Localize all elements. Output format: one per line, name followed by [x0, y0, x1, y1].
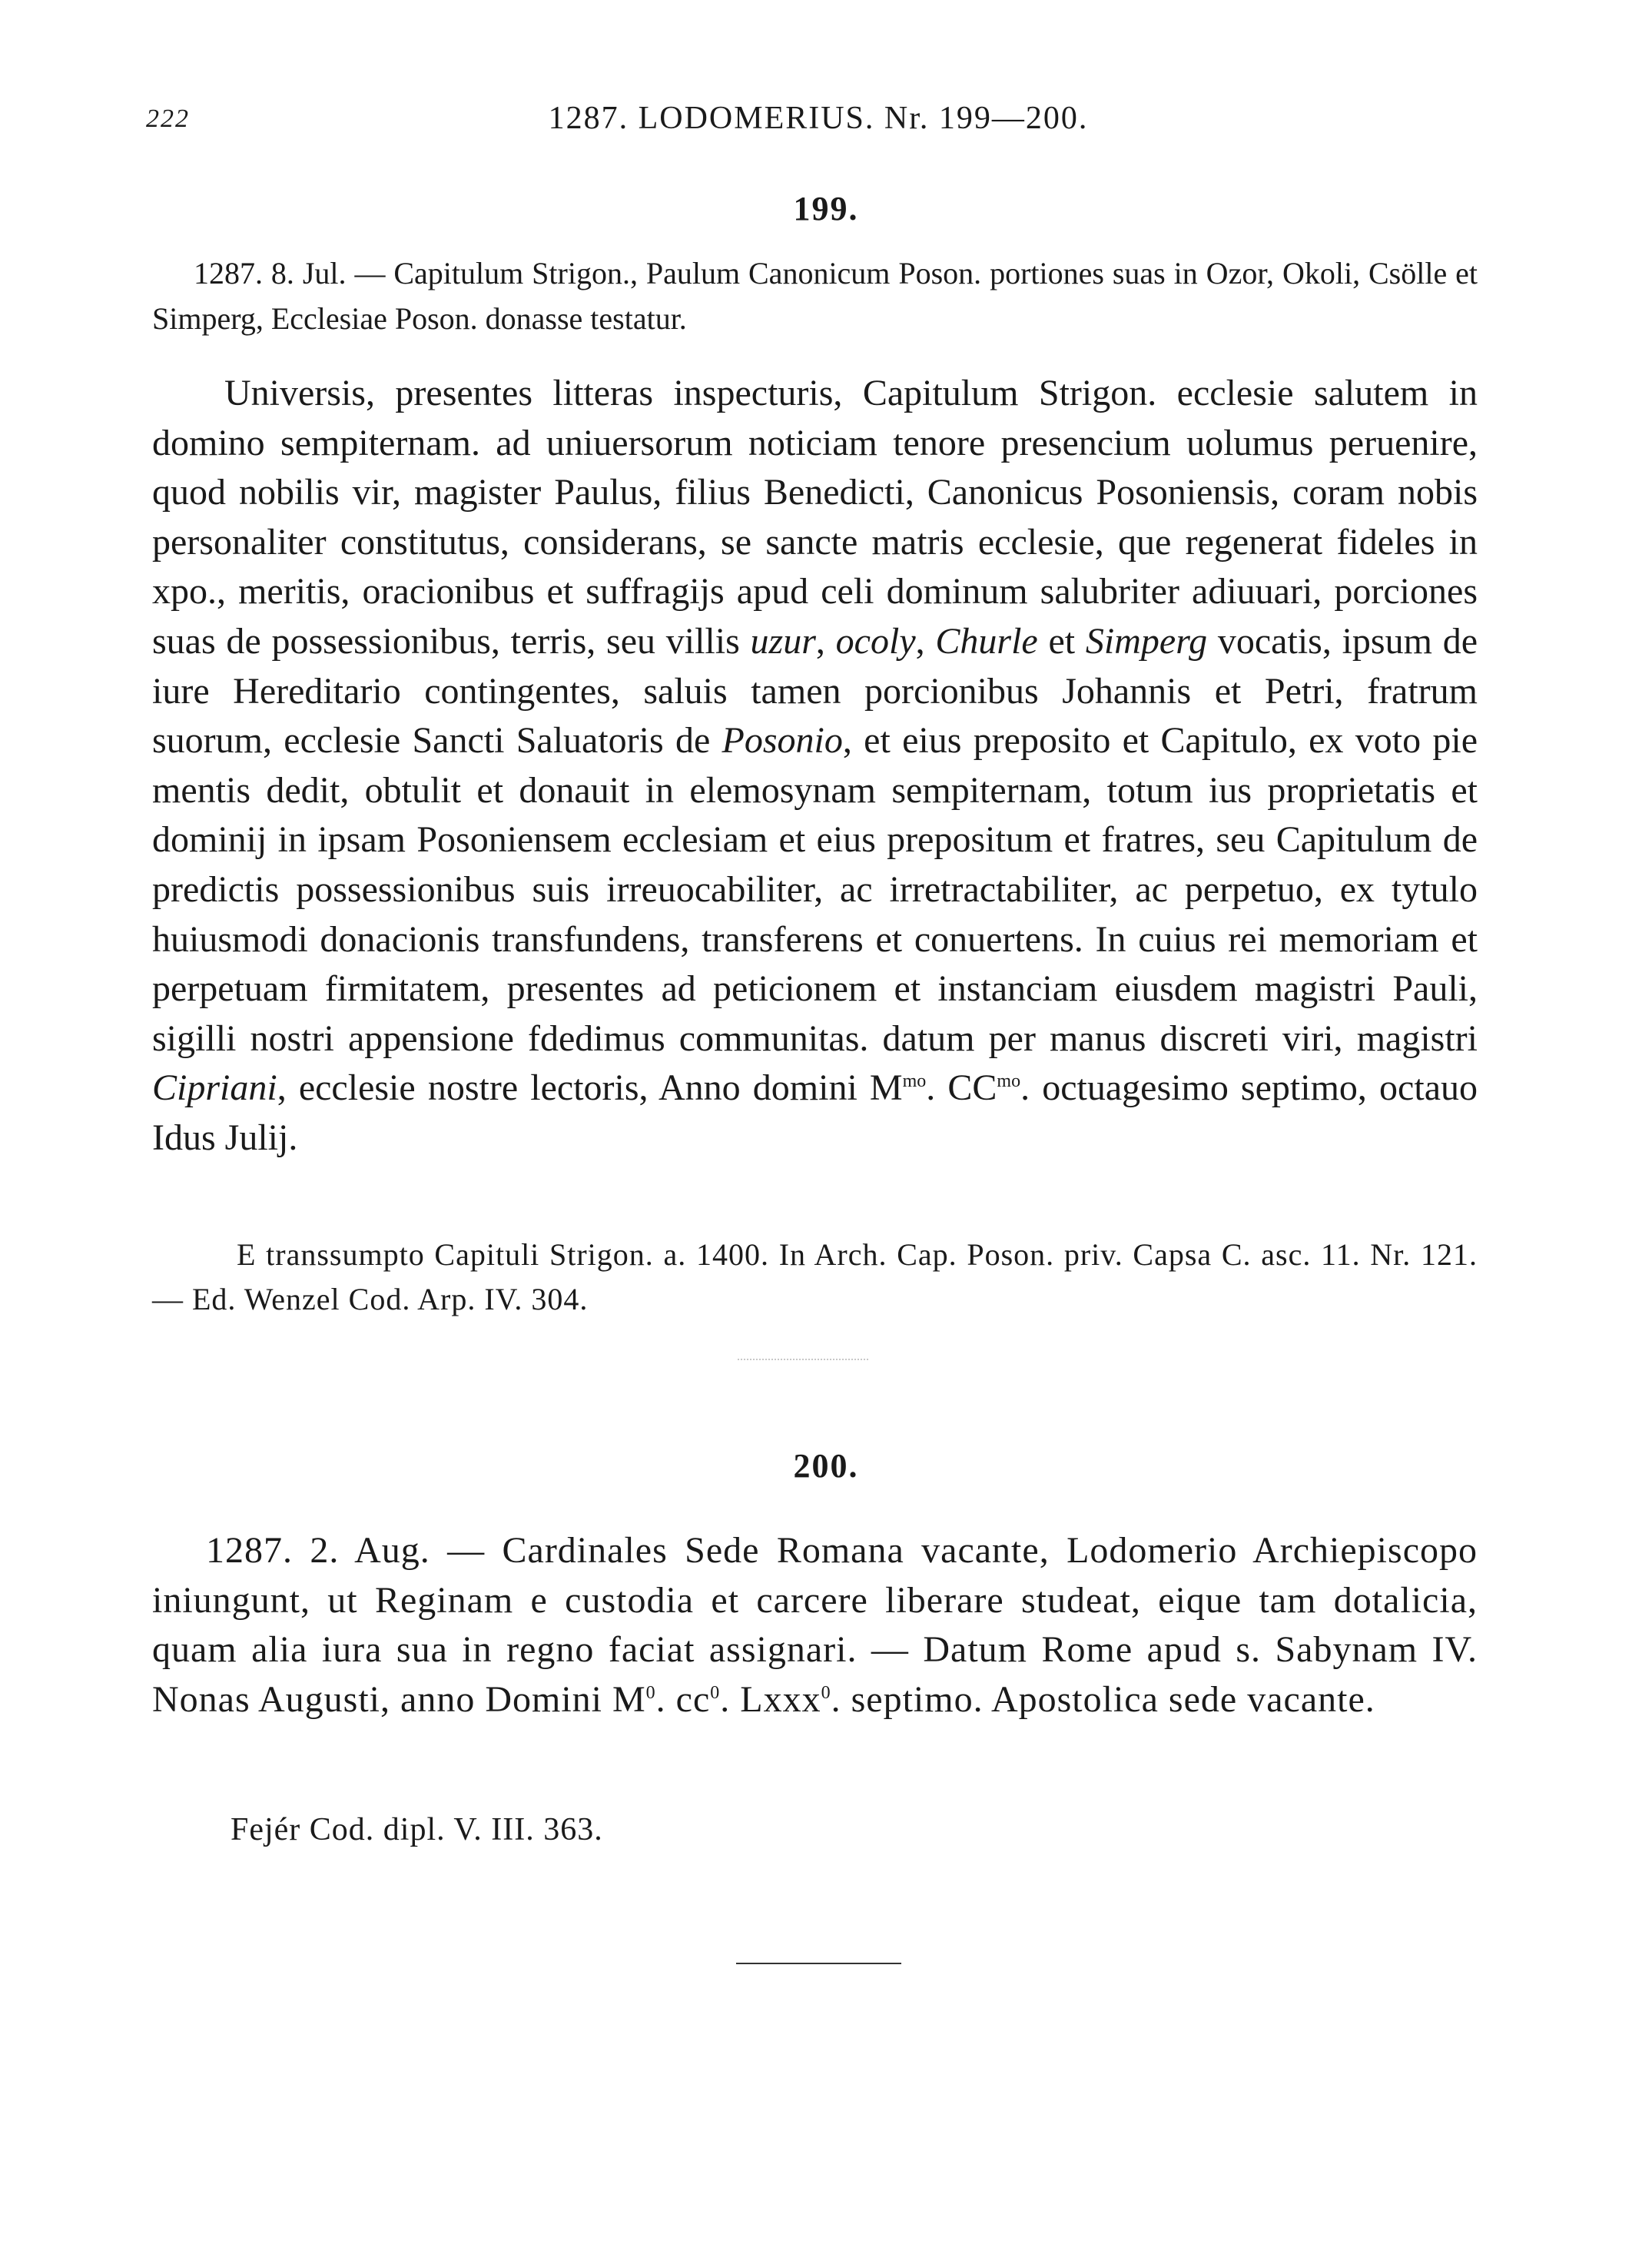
section-divider: [738, 1359, 868, 1360]
superscript: 0: [645, 1682, 656, 1703]
charter-text-part: , ecclesie nostre lectoris, Anno domini M: [277, 1067, 903, 1109]
place-name: ocoly: [835, 620, 916, 662]
place-name: Posonio: [722, 720, 843, 762]
separator: ,: [915, 620, 936, 662]
regest-199-date: 1287. 8. Jul.: [194, 256, 347, 290]
charter-text-part: vocatis, ipsum de iure Hereditario contingentes, saluis tamen porcionibus Johannis et Petri, fratrum suorum, ecclesie Sancti Saluatoris de: [152, 620, 1478, 762]
source-note-199: E transsumpto Capituli Strigon. a. 1400. In Arch. Cap. Poson. priv. Capsa C. asc. 11. Nr. 121. — Ed. Wenzel Cod. Arp. IV. 304.: [152, 1237, 1478, 1316]
regest-199: [152, 251, 1478, 341]
separator: ,: [815, 620, 836, 662]
superscript: 0: [821, 1682, 831, 1703]
regest-text-part: . Lxxx: [720, 1678, 821, 1720]
place-name: Simperg: [1085, 620, 1208, 662]
charter-text-part: . CC: [926, 1067, 997, 1109]
charter-text-part: . octuagesimo septimo, octauo Idus Julij.: [152, 1067, 1478, 1158]
charter-text-199: [152, 369, 1478, 1163]
edition-note-200: Fejér Cod. dipl. V. III. 363.: [231, 1812, 603, 1847]
regest-199-text: — Capitulum Strigon., Paulum Canonicum Poson. portiones suas in Ozor, Okoli, Csölle et Simperg, Ecclesiae Poson. donasse testatur.: [152, 256, 1478, 336]
superscript: mo: [997, 1071, 1021, 1092]
document-number-200: 200.: [793, 1447, 859, 1485]
page-number: 222: [146, 105, 190, 133]
charter-text-part: , et eius preposito et Capitulo, ex voto pie mentis dedit, obtulit et donauit in elemosynam sempiternam, totum ius proprietatis et dominij in ipsam Posoniensem ecclesiam et eius prepositum et fratres, seu Capitulum de predictis possessionibus suis irreuocabiliter, ac irretractabiliter, ac perpetuo, ex tytulo huiusmodi donacionis transfundens, transferens et conuertens. In cuius rei memoriam et perpetuam firmitatem, presentes ad peticionem et instanciam eiusdem magistri Pauli, sigilli nostri appensione fdedimus communitas. datum per manus discreti viri, magistri: [152, 720, 1478, 1059]
document-number-199: 199.: [793, 190, 859, 227]
person-name: Cipriani: [152, 1067, 277, 1109]
conjunction: et: [1037, 620, 1086, 662]
regest-text-part: . septimo. Apostolica sede vacante.: [831, 1678, 1375, 1720]
place-name: uzur: [750, 620, 816, 662]
regest-text-part: . cc: [655, 1678, 711, 1720]
place-name: Churle: [935, 620, 1038, 662]
regest-text-part: 1287. 2. Aug. — Cardinales Sede Romana vacante, Lodomerio Archiepiscopo iniungunt, ut Reginam e custodia et carcere liberare studeat, eique tam dotalicia, quam alia iura sua in regno faciat assignari. — Datum Rome apud s. Sabynam IV. Nonas Augusti, anno Domini M: [152, 1530, 1478, 1720]
running-head: [146, 100, 1491, 146]
charter-text-part: Universis, presentes litteras inspecturis, Capitulum Strigon. ecclesie salutem in domino sempiternam. ad uniuersorum noticiam tenore presencium uolumus peruenire, quod nobilis vir, magister Paulus, filius Benedicti, Canonicus Posoniensis, coram nobis personaliter constitutus, considerans, se sancte matris ecclesie, que regenerat fideles in xpo., meritis, oracionibus et suffragijs apud celi dominum salubriter adiuuari, porciones suas de possessionibus, terris, seu villis: [152, 373, 1478, 662]
superscript: 0: [710, 1682, 721, 1703]
end-rule: [736, 1963, 901, 1964]
regest-200: [152, 1526, 1478, 1724]
superscript: mo: [902, 1071, 927, 1092]
running-head-title: 1287. LODOMERIUS. Nr. 199—200.: [548, 101, 1089, 136]
